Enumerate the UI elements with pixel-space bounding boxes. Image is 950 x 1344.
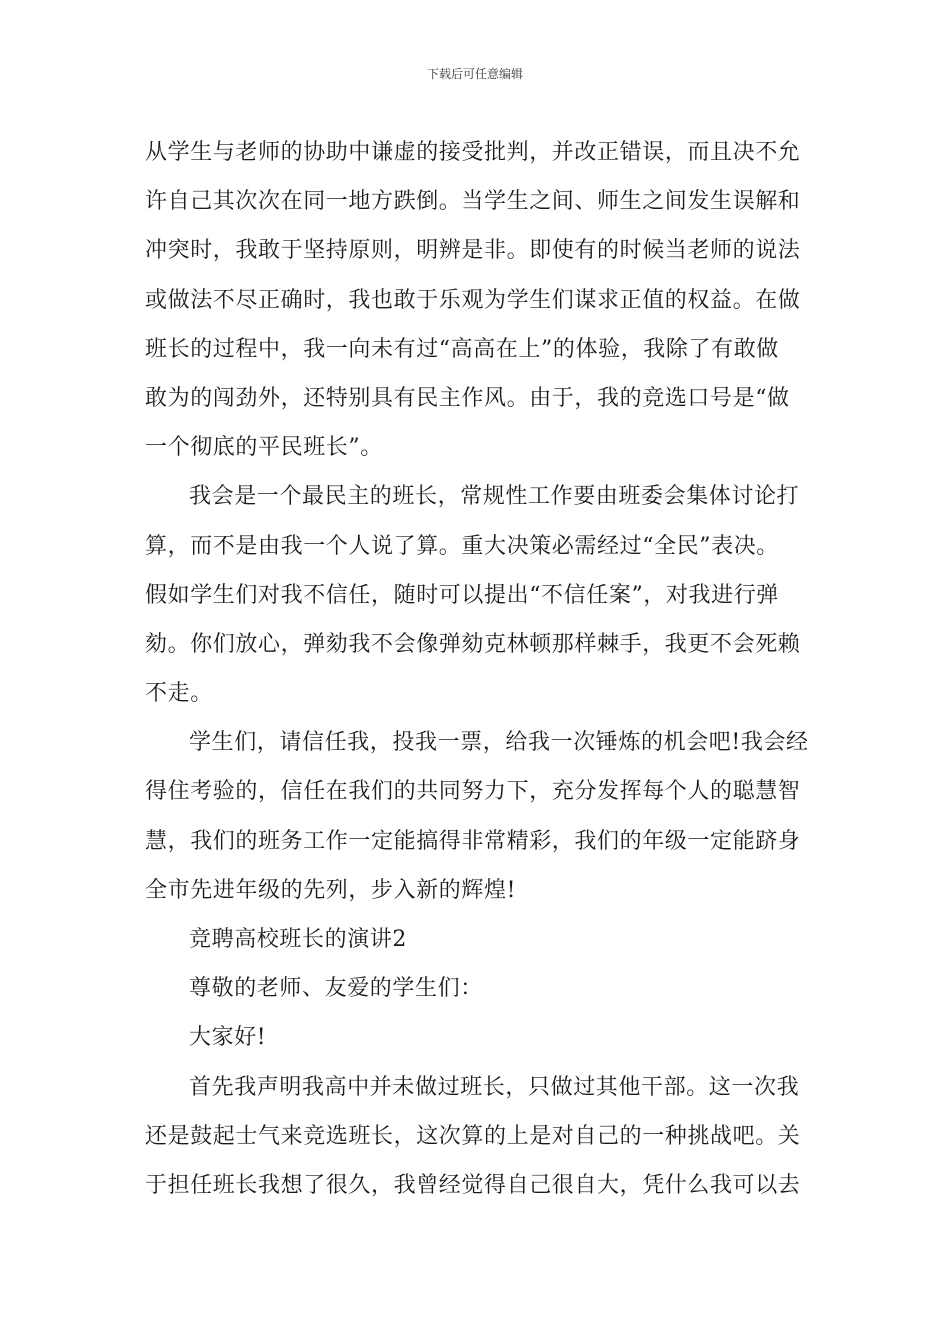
text-line: 慧，我们的班务工作一定能搞得非常精彩，我们的年级一定能跻身 — [145, 828, 801, 854]
text-line: 冲突时，我敢于坚持原则，明辨是非。即使有的时候当老师的说法 — [145, 238, 801, 264]
paragraph-start-line: 我会是一个最民主的班长，常规性工作要由班委会集体讨论打 — [189, 484, 800, 510]
text-line: 或做法不尽正确时，我也敢于乐观为学生们谋求正值的权益。在做 — [145, 287, 801, 313]
page-header: 下载后可任意编辑 — [426, 67, 523, 81]
text-line: 算，而不是由我一个人说了算。重大决策必需经过“全民”表决。 — [145, 533, 779, 559]
paragraph-start-line: 学生们，请信任我，投我一票，给我一次锤炼的机会吧!我会经 — [189, 730, 809, 756]
text-line: 班长的过程中，我一向未有过“高高在上”的体验，我除了有敢做 — [145, 336, 779, 362]
text-line: 于担任班长我想了很久，我曾经觉得自己很自大，凭什么我可以去 — [145, 1172, 801, 1198]
document-body — [145, 128, 809, 1210]
text-line: 不走。 — [145, 681, 213, 707]
section-title: 竞聘高校班长的演讲2 — [189, 927, 407, 952]
salutation: 尊敬的老师、友爱的学生们： — [189, 976, 483, 1002]
text-line: 假如学生们对我不信任，随时可以提出“不信任案”，对我进行弹 — [145, 582, 779, 608]
text-line: 得住考验的，信任在我们的共同努力下，充分发挥每个人的聪慧智 — [145, 779, 801, 805]
text-line: 敢为的闯劲外，还特别具有民主作风。由于，我的竞选口号是“做 — [145, 385, 790, 411]
text-line: 全市先进年级的先列，步入新的辉煌! — [145, 877, 517, 903]
text-line: 从学生与老师的协助中谦虚的接受批判，并改正错误，而且决不允 — [145, 140, 801, 165]
text-line: 劾。你们放心，弹劾我不会像弹劾克林顿那样棘手，我更不会死赖 — [145, 631, 801, 657]
text-line: 许自己其次次在同一地方跌倒。当学生之间、师生之间发生误解和 — [145, 189, 801, 215]
paragraph-start-line: 首先我声明我高中并未做过班长，只做过其他干部。这一次我 — [189, 1074, 800, 1100]
text-line: 一个彻底的平民班长”。 — [145, 435, 383, 461]
greeting: 大家好! — [189, 1025, 267, 1051]
text-line: 还是鼓起士气来竞选班长，这次算的上是对自己的一种挑战吧。关 — [145, 1123, 801, 1149]
